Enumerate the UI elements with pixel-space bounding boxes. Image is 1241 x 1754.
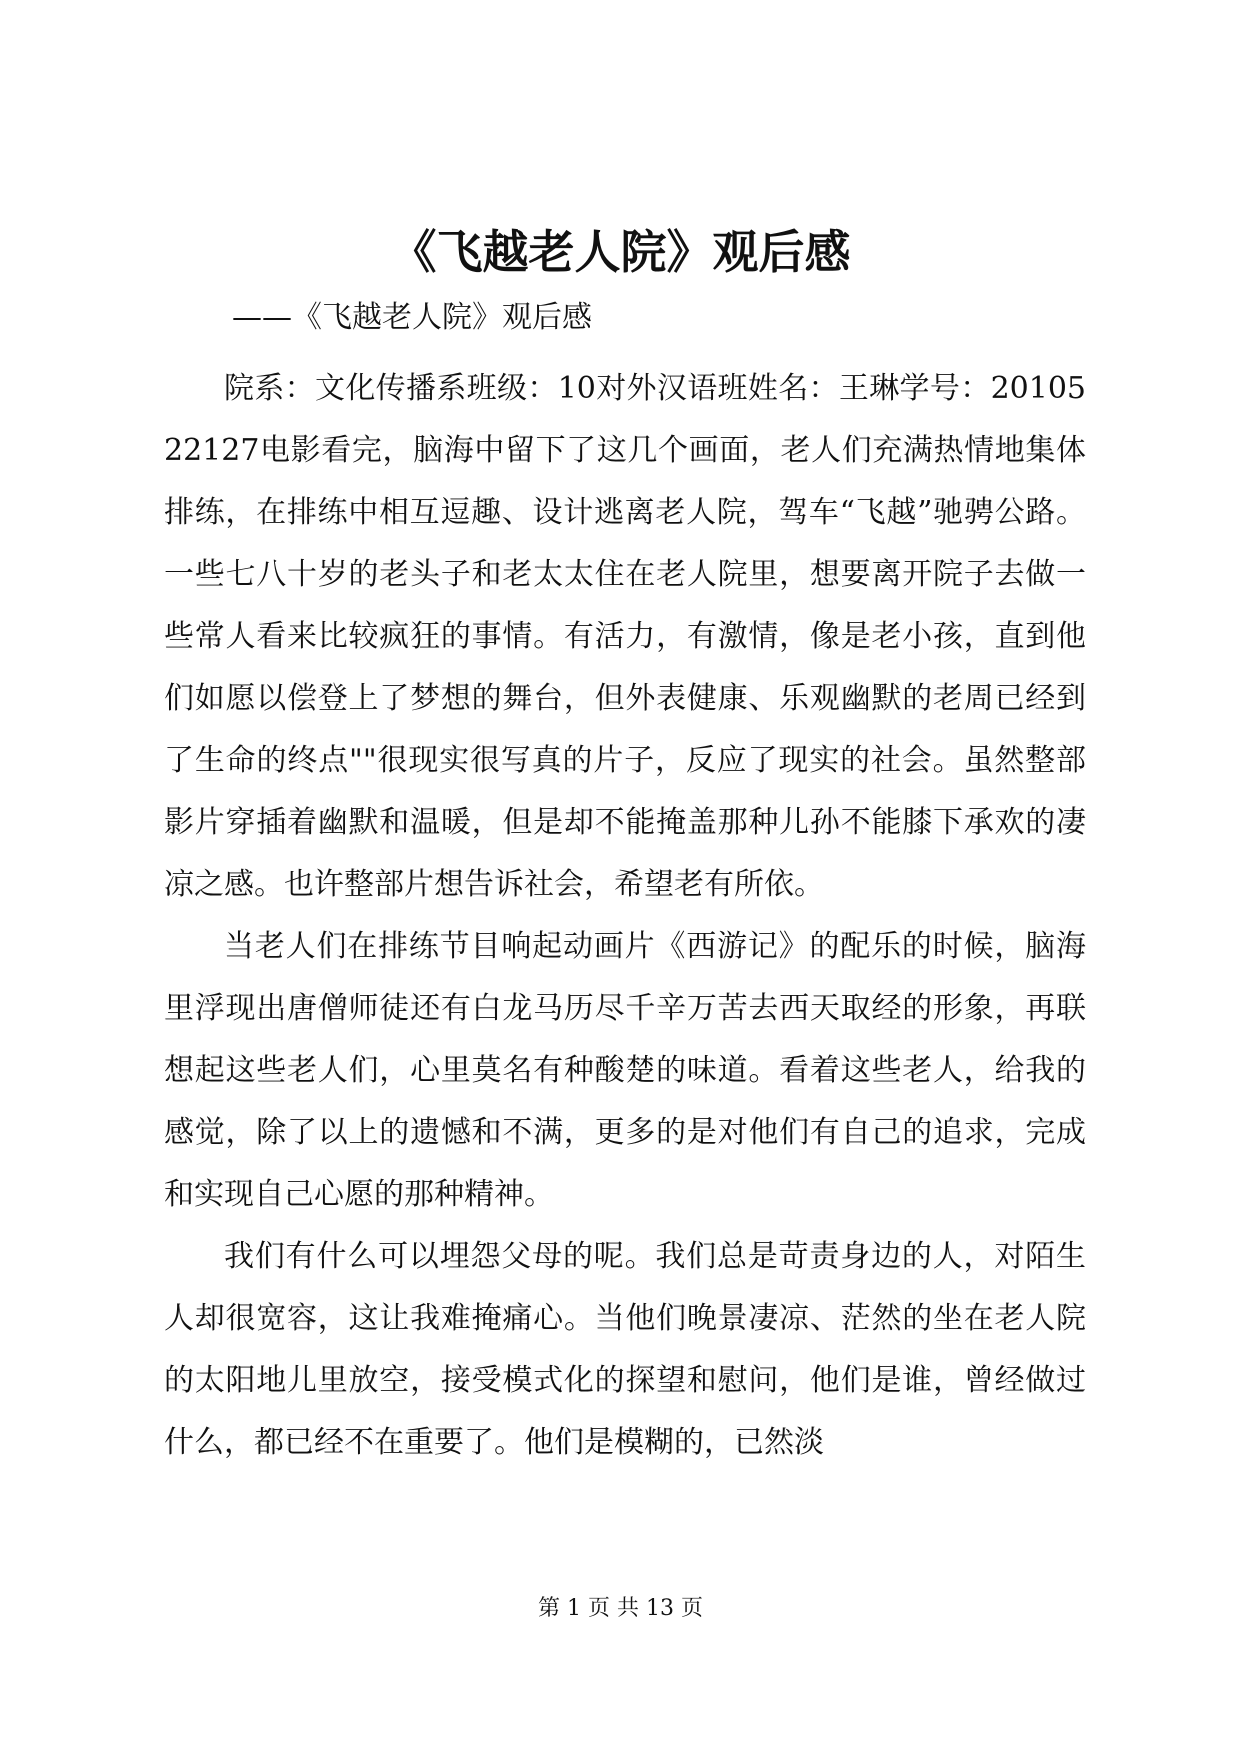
document-title: 《飞越老人院》观后感 xyxy=(390,225,851,279)
body-paragraph: 当老人们在排练节目响起动画片《西游记》的配乐的时候，脑海里浮现出唐僧师徒还有白龙马历尽千辛万苦去西天取经的形象，再联想起这些老人们，心里莫名有种酸楚的味道。看着这些老人，给我的感觉，除了以上的遗憾和不满，更多的是对他们有自己的追求，完成和实现自己心愿的那种精神。 xyxy=(164,929,1086,1212)
body-paragraph: 院系：文化传播系班级：10对外汉语班姓名：王琳学号：2010522127电影看完，脑海中留下了这几个画面，老人们充满热情地集体排练，在排练中相互逗趣、设计逃离老人院，驾车“飞越”驰骋公路。一些七八十岁的老头子和老太太住在老人院里，想要离开院子去做一些常人看来比较疯狂的事情。有活力，有激情，像是老小孩，直到他们如愿以偿登上了梦想的舞台，但外表健康、乐观幽默的老周已经到了生命的终点""很现实很写真的片子，反应了现实的社会。虽然整部影片穿插着幽默和温暖，但是却不能掩盖那种儿孙不能膝下承欢的凄凉之感。也许整部片想告诉社会，希望老有所依。 xyxy=(164,371,1086,902)
page-number-footer: 第 1 页 共 13 页 xyxy=(538,1596,703,1621)
document-subtitle: ——《飞越老人院》观后感 xyxy=(232,300,592,335)
document-body xyxy=(164,358,1086,1474)
body-paragraph: 我们有什么可以埋怨父母的呢。我们总是苛责身边的人，对陌生人却很宽容，这让我难掩痛心。当他们晚景凄凉、茫然的坐在老人院的太阳地儿里放空，接受模式化的探望和慰问，他们是谁，曾经做过什么，都已经不在重要了。他们是模糊的，已然淡 xyxy=(164,1239,1086,1460)
